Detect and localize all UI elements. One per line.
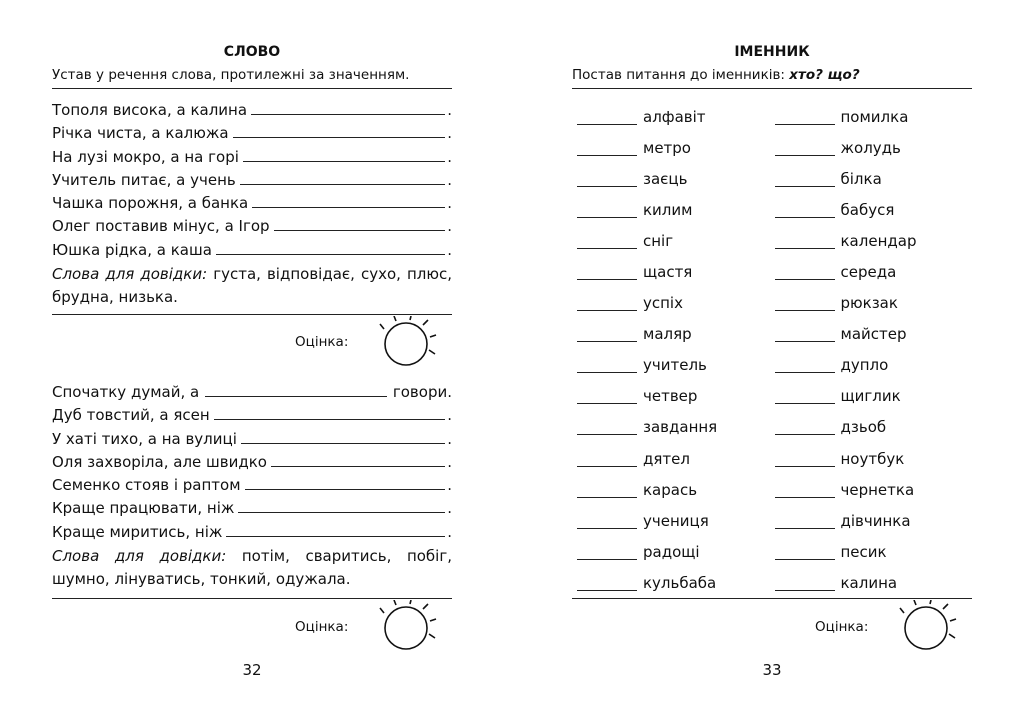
question-blank[interactable] — [775, 575, 835, 591]
noun-row — [577, 536, 972, 567]
sentence-line — [52, 216, 452, 239]
question-blank[interactable] — [775, 544, 835, 560]
period: . — [447, 194, 452, 213]
noun-word: жолудь — [840, 138, 901, 157]
noun-word: калина — [840, 573, 898, 592]
answer-blank[interactable] — [216, 240, 445, 255]
question-blank[interactable] — [577, 575, 637, 591]
sentence-line — [52, 240, 452, 263]
noun-item — [775, 574, 973, 592]
noun-row — [577, 350, 972, 381]
noun-word: завдання — [643, 418, 718, 437]
period: . — [447, 240, 452, 259]
noun-item — [577, 387, 775, 405]
sentence-text: Олег поставив мінус, а Ігор — [52, 217, 270, 236]
answer-blank[interactable] — [238, 498, 445, 513]
noun-row — [577, 163, 972, 194]
noun-word: учитель — [643, 356, 707, 375]
noun-word: карась — [643, 480, 698, 499]
question-blank[interactable] — [775, 295, 835, 311]
grade-label-3: Оцінка: — [815, 619, 869, 635]
noun-row — [577, 567, 972, 598]
noun-word: четвер — [643, 387, 698, 406]
noun-item — [775, 139, 973, 157]
period: . — [447, 406, 452, 425]
question-blank[interactable] — [577, 140, 637, 156]
sentence-text: Чашка порожня, а банка — [52, 194, 249, 213]
question-blank[interactable] — [775, 264, 835, 280]
exercise-1 — [52, 100, 452, 310]
sentence-line — [52, 123, 452, 146]
period: . — [447, 147, 452, 166]
noun-word: дівчинка — [840, 511, 911, 530]
noun-word: щиглик — [840, 387, 901, 406]
period: . — [447, 217, 452, 236]
sentence-text: Учитель питає, а учень — [52, 170, 236, 189]
question-blank[interactable] — [577, 264, 637, 280]
hint-2-words: потім, сваритись, побіг, шумно, лінуватись, тонкий, одужала. — [52, 547, 452, 589]
sentence-line: Спочатку думай, а говори. — [52, 383, 452, 401]
sentence-line — [52, 147, 452, 170]
question-blank[interactable] — [577, 109, 637, 125]
period: . — [447, 452, 452, 471]
noun-word: майстер — [840, 325, 907, 344]
question-blank[interactable] — [577, 326, 637, 342]
noun-item — [577, 356, 775, 374]
noun-word: метро — [643, 138, 691, 157]
noun-item — [775, 543, 973, 561]
noun-item — [775, 450, 973, 468]
question-blank[interactable] — [775, 140, 835, 156]
noun-word: маляр — [643, 325, 692, 344]
sentence-line — [52, 193, 452, 216]
noun-word: алфавіт — [643, 107, 706, 126]
answer-blank[interactable] — [205, 382, 387, 397]
noun-item — [577, 418, 775, 436]
right-page — [572, 0, 972, 705]
noun-item — [577, 108, 775, 126]
question-words: хто? що? — [789, 67, 860, 83]
question-blank[interactable] — [577, 513, 637, 529]
noun-item — [577, 543, 775, 561]
answer-blank[interactable] — [251, 100, 445, 115]
sentence-line — [52, 475, 452, 498]
sentence-text: На лузі мокро, а на горі — [52, 147, 239, 166]
noun-word: заєць — [643, 169, 688, 188]
question-blank[interactable] — [577, 388, 637, 404]
question-blank[interactable] — [775, 202, 835, 218]
sentence-line — [52, 498, 452, 521]
noun-word: рюкзак — [840, 294, 898, 313]
left-instruction: Устав у речення слова, протилежні за значенням. — [52, 67, 452, 89]
sun-icon — [378, 600, 450, 652]
period: . — [447, 476, 452, 495]
sentence-line — [52, 452, 452, 475]
answer-blank[interactable] — [252, 193, 445, 208]
exercise-2 — [52, 382, 452, 592]
noun-word: щастя — [643, 263, 693, 282]
divider-2 — [52, 598, 452, 599]
right-page-title: ІМЕННИК — [734, 44, 810, 60]
noun-item — [577, 232, 775, 250]
noun-item — [775, 201, 973, 219]
question-blank[interactable] — [775, 419, 835, 435]
sentence-text: Оля захворіла, але швидко — [52, 452, 267, 471]
noun-word: кульбаба — [643, 573, 717, 592]
question-blank[interactable] — [775, 326, 835, 342]
noun-row — [577, 101, 972, 132]
noun-item — [577, 139, 775, 157]
period: . — [447, 429, 452, 448]
hint-1-words: густа, відповідає, сухо, плюс, брудна, низька. — [52, 265, 452, 307]
question-blank[interactable] — [775, 482, 835, 498]
noun-item — [775, 418, 973, 436]
grade-label-1: Оцінка: — [295, 334, 349, 350]
noun-word: білка — [840, 169, 882, 188]
question-blank[interactable] — [775, 451, 835, 467]
sentence-line — [52, 522, 452, 545]
period: . — [447, 170, 452, 189]
period: . — [447, 124, 452, 143]
question-blank[interactable] — [577, 544, 637, 560]
noun-item — [577, 450, 775, 468]
noun-row — [577, 132, 972, 163]
noun-item — [577, 170, 775, 188]
answer-blank[interactable] — [226, 522, 445, 537]
answer-blank[interactable] — [271, 452, 445, 467]
noun-item — [577, 481, 775, 499]
question-blank[interactable] — [577, 171, 637, 187]
left-page-title: СЛОВО — [223, 44, 281, 60]
question-blank[interactable] — [775, 171, 835, 187]
noun-row — [577, 194, 972, 225]
noun-word: песик — [840, 542, 887, 561]
period: . — [447, 101, 452, 119]
question-blank[interactable] — [775, 109, 835, 125]
question-blank[interactable] — [577, 233, 637, 249]
noun-item — [775, 108, 973, 126]
noun-row — [577, 288, 972, 319]
question-blank[interactable] — [775, 513, 835, 529]
sentence-text: Тополя висока, а калина — [52, 101, 248, 119]
question-blank[interactable] — [577, 357, 637, 373]
noun-word: дзьоб — [840, 418, 887, 437]
noun-word: успіх — [643, 294, 683, 313]
answer-blank[interactable] — [214, 405, 446, 420]
question-blank[interactable] — [577, 202, 637, 218]
question-blank[interactable] — [577, 295, 637, 311]
period: . — [447, 522, 452, 541]
noun-list — [577, 101, 972, 599]
noun-item — [775, 232, 973, 250]
sentence-text: Юшка рідка, а каша — [52, 240, 212, 259]
noun-item — [577, 294, 775, 312]
noun-item — [775, 387, 973, 405]
noun-word: учениця — [643, 511, 709, 530]
noun-item — [775, 325, 973, 343]
sentence-line — [52, 429, 452, 452]
grade-label-2: Оцінка: — [295, 619, 349, 635]
noun-row — [577, 256, 972, 287]
sentence-text: Річка чиста, а калюжа — [52, 124, 229, 143]
noun-item — [775, 512, 973, 530]
noun-item — [775, 356, 973, 374]
noun-word: ноутбук — [840, 449, 905, 468]
noun-word: дупло — [840, 356, 889, 375]
answer-blank[interactable] — [233, 123, 446, 138]
sentence-text: У хаті тихо, а на вулиці — [52, 429, 237, 448]
noun-word: помилка — [840, 107, 909, 126]
right-instruction: Постав питання до іменників: хто? що? — [572, 67, 972, 89]
noun-row — [577, 505, 972, 536]
sun-icon — [898, 600, 970, 652]
noun-item — [577, 574, 775, 592]
hint-2-label: Слова для довідки: — [52, 547, 227, 566]
noun-item — [577, 263, 775, 281]
sun-icon — [378, 316, 450, 368]
sentence-line — [52, 100, 452, 123]
noun-row — [577, 443, 972, 474]
answer-blank[interactable] — [245, 475, 446, 490]
answer-blank[interactable] — [274, 216, 446, 231]
question-blank[interactable] — [577, 482, 637, 498]
divider-3 — [572, 598, 972, 599]
noun-row — [577, 381, 972, 412]
noun-word: сніг — [643, 231, 674, 250]
hint-2 — [52, 545, 452, 592]
noun-word: чернетка — [840, 480, 915, 499]
noun-word: календар — [840, 231, 917, 250]
noun-row — [577, 319, 972, 350]
noun-word: радощі — [643, 542, 700, 561]
noun-item — [775, 481, 973, 499]
answer-blank[interactable] — [241, 429, 445, 444]
noun-row — [577, 412, 972, 443]
noun-word: килим — [643, 200, 693, 219]
period: . — [447, 499, 452, 518]
page-number: 33 — [762, 661, 782, 679]
question-blank[interactable] — [775, 388, 835, 404]
sentence-text: Краще миритись, ніж — [52, 522, 223, 541]
noun-item — [577, 512, 775, 530]
answer-blank[interactable] — [243, 147, 445, 162]
question-blank[interactable] — [577, 451, 637, 467]
page-number: 32 — [242, 661, 262, 679]
sentence-line — [52, 170, 452, 193]
noun-item — [775, 263, 973, 281]
sentence-text: Семенко стояв і раптом — [52, 476, 241, 495]
noun-word: бабуся — [840, 200, 895, 219]
question-blank[interactable] — [577, 419, 637, 435]
hint-1-label: Слова для довідки: — [52, 265, 208, 284]
answer-blank[interactable] — [240, 170, 445, 185]
noun-item — [775, 170, 973, 188]
noun-row — [577, 474, 972, 505]
question-blank[interactable] — [775, 357, 835, 373]
noun-row — [577, 225, 972, 256]
noun-item — [577, 201, 775, 219]
noun-item — [577, 325, 775, 343]
hint-1 — [52, 263, 452, 310]
left-page — [52, 0, 452, 705]
noun-word: середа — [840, 263, 897, 282]
sentence-text: Дуб товстий, а ясен — [52, 406, 210, 425]
sentence-line — [52, 405, 452, 428]
sentence-text: Краще працювати, ніж — [52, 499, 235, 518]
noun-item — [775, 294, 973, 312]
noun-word: дятел — [643, 449, 690, 468]
question-blank[interactable] — [775, 233, 835, 249]
divider-1 — [52, 314, 452, 315]
